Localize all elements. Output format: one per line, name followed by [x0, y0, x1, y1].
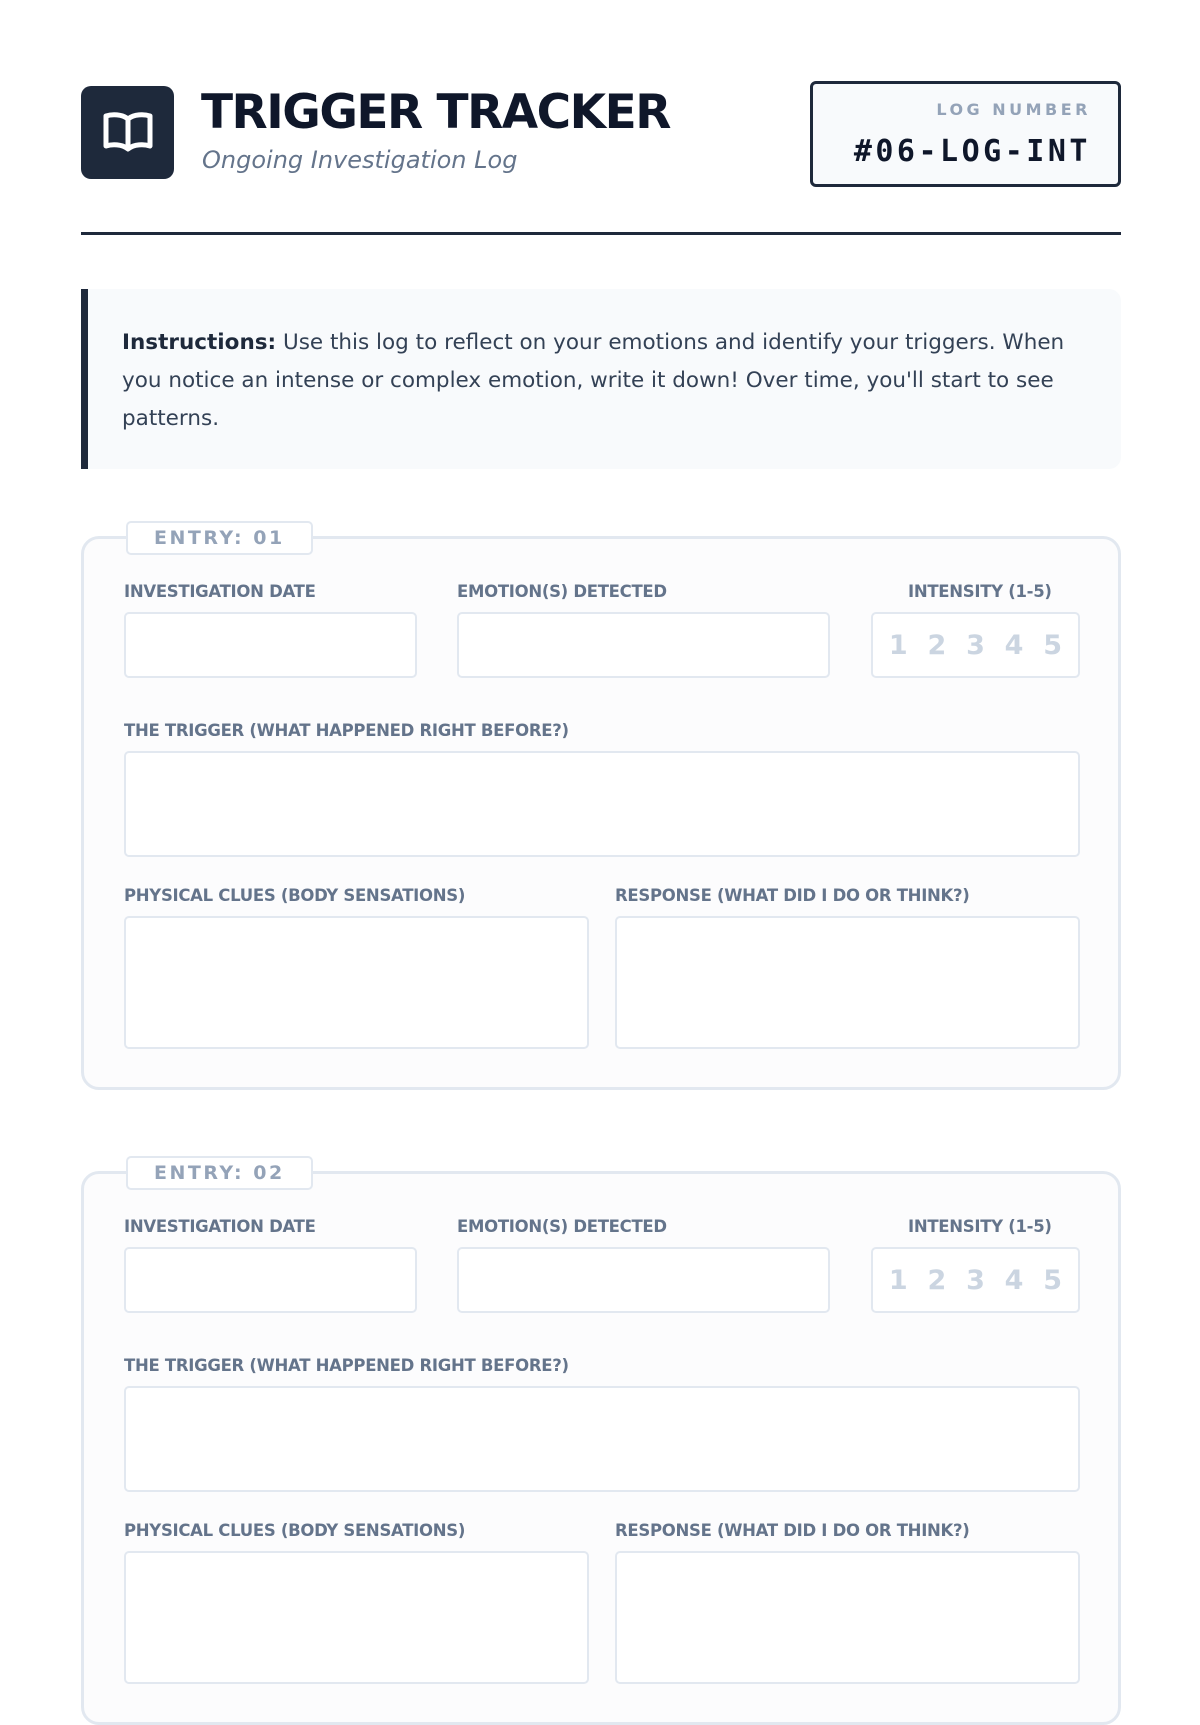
entry-card — [81, 527, 1121, 1090]
response-input[interactable] — [615, 916, 1080, 1049]
date-label: INVESTIGATION DATE — [124, 1217, 316, 1236]
intensity-option-4[interactable]: 4 — [1004, 629, 1024, 661]
instructions-lead: Instructions: — [122, 330, 277, 355]
physical-label: PHYSICAL CLUES (BODY SENSATIONS) — [124, 1521, 466, 1540]
intensity-option-3[interactable]: 3 — [966, 629, 985, 661]
intensity-label: INTENSITY (1-5) — [908, 1217, 1052, 1236]
intensity-option-3[interactable]: 3 — [966, 1264, 985, 1296]
logo — [81, 86, 174, 179]
trigger-label: THE TRIGGER (WHAT HAPPENED RIGHT BEFORE?) — [124, 721, 569, 740]
header-divider — [81, 232, 1121, 235]
page-subtitle: Ongoing Investigation Log — [202, 146, 518, 174]
intensity-option-2[interactable]: 2 — [927, 629, 947, 661]
intensity-scale — [871, 1247, 1080, 1313]
emotions-input[interactable] — [457, 612, 830, 678]
trigger-input[interactable] — [124, 751, 1080, 857]
log-number-value: #06-LOG-INT — [853, 134, 1091, 169]
response-input[interactable] — [615, 1551, 1080, 1684]
intensity-option-2[interactable]: 2 — [927, 1264, 947, 1296]
intensity-label: INTENSITY (1-5) — [908, 582, 1052, 601]
emotions-label: EMOTION(S) DETECTED — [457, 582, 667, 601]
physical-label: PHYSICAL CLUES (BODY SENSATIONS) — [124, 886, 466, 905]
intensity-option-5[interactable]: 5 — [1043, 1264, 1063, 1296]
intensity-option-1[interactable]: 1 — [888, 1264, 908, 1296]
date-input[interactable] — [124, 1247, 417, 1313]
header — [81, 80, 1121, 236]
physical-input[interactable] — [124, 916, 589, 1049]
physical-input[interactable] — [124, 1551, 589, 1684]
trigger-input[interactable] — [124, 1386, 1080, 1492]
emotions-label: EMOTION(S) DETECTED — [457, 1217, 667, 1236]
page-title: TRIGGER TRACKER — [201, 85, 670, 140]
trigger-label: THE TRIGGER (WHAT HAPPENED RIGHT BEFORE?) — [124, 1356, 569, 1375]
log-number-label: LOG NUMBER — [936, 100, 1091, 119]
date-input[interactable] — [124, 612, 417, 678]
intensity-scale — [871, 612, 1080, 678]
intensity-option-5[interactable]: 5 — [1043, 629, 1063, 661]
log-number-box — [810, 81, 1121, 187]
instructions-text: Use this log to reflect on your emotions and identify your triggers. When you notice an intense or complex emotion, write it down! Over time, you'll start to see patterns. — [122, 330, 1065, 431]
entry-tag: ENTRY: 02 — [126, 1156, 313, 1190]
response-label: RESPONSE (WHAT DID I DO OR THINK?) — [615, 886, 970, 905]
date-label: INVESTIGATION DATE — [124, 582, 316, 601]
intensity-option-4[interactable]: 4 — [1004, 1264, 1024, 1296]
response-label: RESPONSE (WHAT DID I DO OR THINK?) — [615, 1521, 970, 1540]
open-book-icon — [102, 110, 154, 156]
intensity-option-1[interactable]: 1 — [888, 629, 908, 661]
emotions-input[interactable] — [457, 1247, 830, 1313]
entry-tag: ENTRY: 01 — [126, 521, 313, 555]
instructions-panel — [81, 289, 1121, 469]
entry-card — [81, 1162, 1121, 1725]
